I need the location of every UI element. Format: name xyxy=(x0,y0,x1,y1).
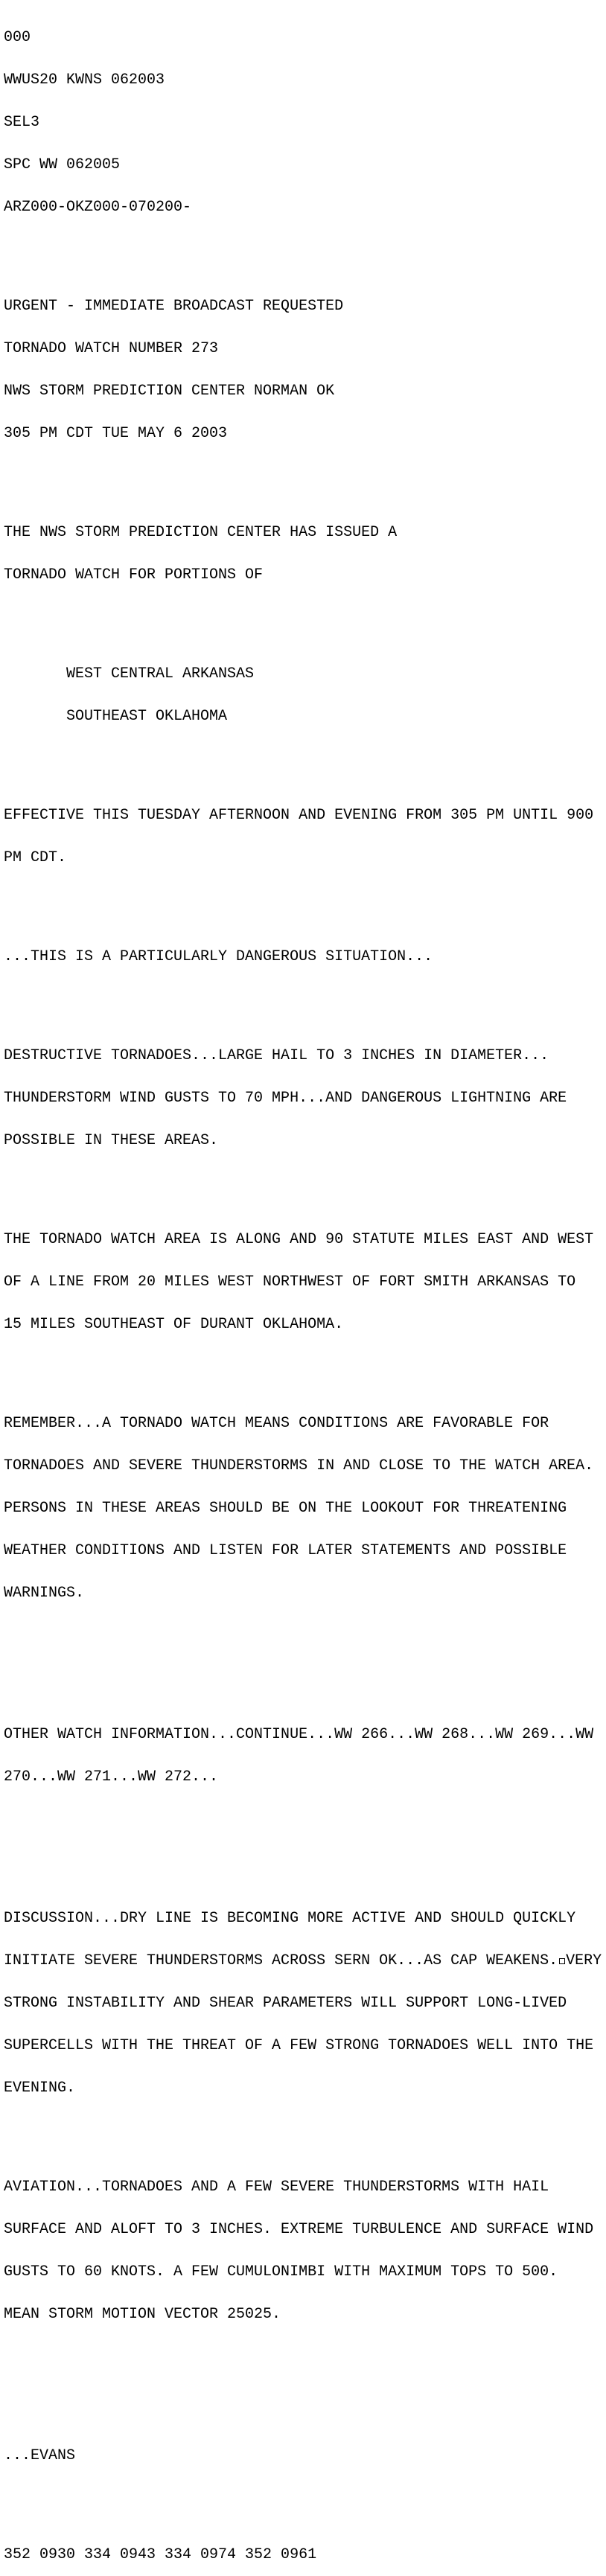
area-description-line: 15 MILES SOUTHEAST OF DURANT OKLAHOMA. xyxy=(4,1316,344,1333)
blank-line xyxy=(4,2350,606,2364)
area-line: SOUTHEAST OKLAHOMA xyxy=(4,708,228,725)
blank-line xyxy=(4,1629,606,1643)
discussion-line: DISCUSSION...DRY LINE IS BECOMING MORE ACTIVE AND SHOULD QUICKLY xyxy=(4,1910,576,1927)
tornado-watch-bulletin xyxy=(4,2,606,2563)
remember-line: WARNINGS. xyxy=(4,1585,85,1602)
header-line: 000 xyxy=(4,29,31,46)
area-description-line: OF A LINE FROM 20 MILES WEST NORTHWEST OF FORT SMITH ARKANSAS TO xyxy=(4,1273,576,1291)
discussion-text: INITIATE SEVERE THUNDERSTORMS ACROSS SERN OK...AS CAP WEAKENS. xyxy=(4,1952,558,1969)
discussion-text: VERY xyxy=(566,1952,602,1969)
signature-line: ...EVANS xyxy=(4,2447,76,2464)
blank-line xyxy=(4,2392,606,2406)
blank-line xyxy=(4,1671,606,1685)
blank-line xyxy=(4,2123,606,2138)
other-watch-line: 270...WW 271...WW 272... xyxy=(4,1768,219,1786)
aviation-line: AVIATION...TORNADOES AND A FEW SEVERE THUNDERSTORMS WITH HAIL xyxy=(4,2179,549,2196)
header-line: ARZ000-OKZ000-070200- xyxy=(4,199,192,216)
blank-line xyxy=(4,610,606,624)
effective-line: EFFECTIVE THIS TUESDAY AFTERNOON AND EVENING FROM 305 PM UNTIL 900 xyxy=(4,807,594,824)
blank-line xyxy=(4,1855,606,1869)
remember-line: WEATHER CONDITIONS AND LISTEN FOR LATER STATEMENTS AND POSSIBLE xyxy=(4,1542,567,1559)
header-line: SEL3 xyxy=(4,114,40,131)
title-line: URGENT - IMMEDIATE BROADCAST REQUESTED xyxy=(4,298,344,315)
blank-line xyxy=(4,469,606,483)
pds-line: ...THIS IS A PARTICULARLY DANGEROUS SITUATION... xyxy=(4,948,433,965)
coordinates-line: 352 0930 334 0943 334 0974 352 0961 xyxy=(4,2546,317,2563)
discussion-line: EVENING. xyxy=(4,2080,76,2097)
header-line: SPC WW 062005 xyxy=(4,156,121,173)
remember-line: TORNADOES AND SEVERE THUNDERSTORMS IN AND CLOSE TO THE WATCH AREA. xyxy=(4,1457,594,1474)
issued-line: TORNADO WATCH FOR PORTIONS OF xyxy=(4,566,264,584)
aviation-line: SURFACE AND ALOFT TO 3 INCHES. EXTREME TURBULENCE AND SURFACE WIND xyxy=(4,2221,594,2238)
remember-line: REMEMBER...A TORNADO WATCH MEANS CONDITIONS ARE FAVORABLE FOR xyxy=(4,1415,549,1432)
blank-line xyxy=(4,1360,606,1374)
header-line: WWUS20 KWNS 062003 xyxy=(4,71,165,89)
other-watch-line: OTHER WATCH INFORMATION...CONTINUE...WW 266...WW 268...WW 269...WW xyxy=(4,1726,594,1743)
discussion-line: STRONG INSTABILITY AND SHEAR PARAMETERS WILL SUPPORT LONG-LIVED xyxy=(4,1995,567,2012)
blank-line xyxy=(4,1812,606,1826)
aviation-line: MEAN STORM MOTION VECTOR 25025. xyxy=(4,2306,281,2323)
discussion-line: SUPERCELLS WITH THE THREAT OF A FEW STRONG TORNADOES WELL INTO THE xyxy=(4,2037,594,2054)
threats-line: POSSIBLE IN THESE AREAS. xyxy=(4,1132,219,1149)
remember-line: PERSONS IN THESE AREAS SHOULD BE ON THE LOOKOUT FOR THREATENING xyxy=(4,1500,567,1517)
issued-line: THE NWS STORM PREDICTION CENTER HAS ISSUED A xyxy=(4,524,398,541)
threats-line: THUNDERSTORM WIND GUSTS TO 70 MPH...AND DANGEROUS LIGHTNING ARE xyxy=(4,1090,567,1107)
effective-line: PM CDT. xyxy=(4,849,67,866)
area-line: WEST CENTRAL ARKANSAS xyxy=(4,665,255,683)
unknown-character-box-icon xyxy=(559,1958,565,1964)
blank-line xyxy=(4,992,606,1006)
threats-line: DESTRUCTIVE TORNADOES...LARGE HAIL TO 3 INCHES IN DIAMETER... xyxy=(4,1047,549,1064)
title-line: 305 PM CDT TUE MAY 6 2003 xyxy=(4,425,228,442)
blank-line xyxy=(4,243,606,257)
discussion-line xyxy=(4,1954,606,1968)
title-line: TORNADO WATCH NUMBER 273 xyxy=(4,340,219,357)
blank-line xyxy=(4,893,606,907)
aviation-line: GUSTS TO 60 KNOTS. A FEW CUMULONIMBI WITH MAXIMUM TOPS TO 500. xyxy=(4,2263,558,2281)
blank-line xyxy=(4,752,606,766)
blank-line xyxy=(4,2491,606,2505)
title-line: NWS STORM PREDICTION CENTER NORMAN OK xyxy=(4,383,335,400)
area-description-line: THE TORNADO WATCH AREA IS ALONG AND 90 STATUTE MILES EAST AND WEST xyxy=(4,1231,594,1248)
blank-line xyxy=(4,1176,606,1190)
